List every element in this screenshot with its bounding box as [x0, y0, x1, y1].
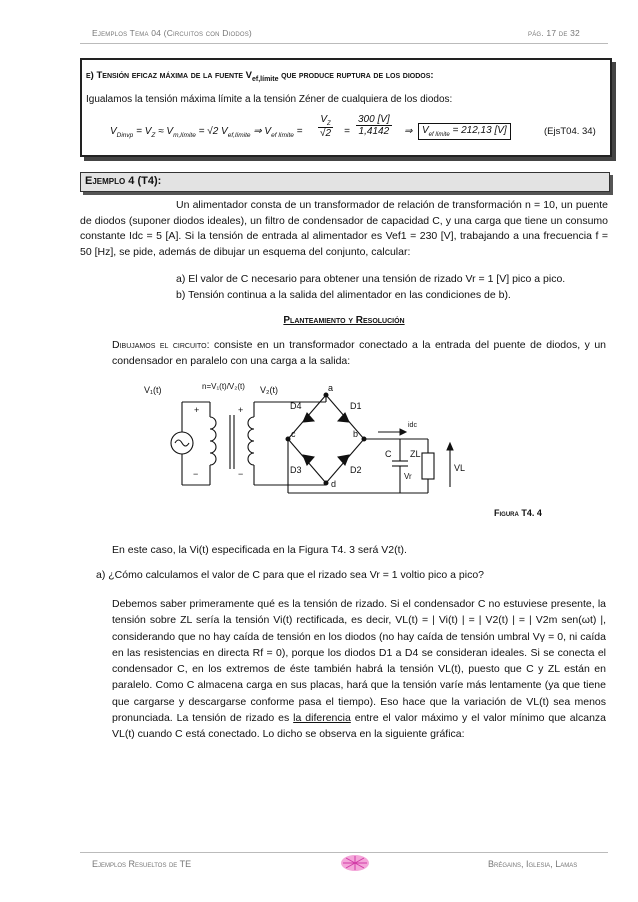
- diode-d3-icon: [303, 455, 314, 465]
- section-title: Planteamiento y Resolución: [283, 315, 405, 326]
- equation-reference: (EjsT04. 34): [544, 126, 596, 137]
- d2-label: D2: [350, 465, 362, 475]
- svg-text:+: +: [238, 405, 244, 415]
- vr-label: Vr: [404, 472, 412, 481]
- vl-label: VL: [454, 463, 466, 473]
- ratio-label: n=V₁(t)/V₂(t): [202, 382, 245, 391]
- primary-coil: [210, 417, 216, 465]
- problem-statement: Un alimentador consta de un transformador de relación de transformación n = 10, un puente de diodos (suponer diodos ideales), un filtro de condensador de capacidad C, y una carga que tiene un consumo constante Idc = 5 [A]. Si la tensión de entrada al alimentador es Vef1 = 230 [V], trabajando a una frecuencia f = 50 [Hz], se pide, además de dibujar un esquema del conjunto, calcular:: [80, 199, 608, 258]
- v1-label: V₁(t): [144, 385, 162, 395]
- footer-logo-icon: [340, 854, 370, 872]
- capacitor-label: C: [385, 449, 392, 459]
- header-left: Ejemplos Tema 04 (Circuitos con Diodos): [92, 28, 252, 38]
- node-c-label: c: [291, 429, 296, 439]
- svg-text:−: −: [193, 469, 199, 479]
- question-b: b) Tensión continua a la salida del alimentador en las condiciones de b).: [176, 289, 511, 301]
- example-title-box: [80, 172, 610, 192]
- footer-left: Ejemplos Resueltos de TE: [92, 859, 192, 869]
- node-b-label: b: [353, 429, 359, 439]
- box-title: e) Tensión eficaz máxima de la fuente $V_{ef,límite}$ que produce ruptura de los diodos:: [86, 70, 434, 83]
- secondary-coil: [248, 417, 254, 465]
- idc-label: idc: [408, 422, 417, 429]
- header-page-number: pág. 17 de 32: [528, 28, 580, 38]
- explanation-paragraph: Debemos saber primeramente qué es la tensión de rizado. Si el condensador C no estuviese presente, la tensión sobre ZL sería la tensión Vi(t) rectificada, es decir, VL(t) = | Vi(t) | = | V2(t) | = | V2m sen(ωt) |, considerando que no hay caída de tensión en los diodos (no hay caída de tensión umbral Vγ = 0, ni caída en las resistencias en directa Rf = 0), porque los diodos D1 a D4 se consideran ideales. Si se conecta el condensador C, en los extremos de éste también habrá la tensión VL(t), puesto que C y ZL están en paralelo. Como C almacena carga en sus placas, hará que la tensión varíe más lentamente (ya que tiene que cargarse y descargarse conforme pasa el tiempo). Eso hace que la variación de VL(t) sea menos pronunciada. La tensión de rizado es la diferencia entre el valor máximo y el valor mínimo que alcanza VL(t) cuando C está conectado. Lo dicho se observa en la siguiente gráfica:: [112, 598, 606, 741]
- result-box: [80, 58, 612, 157]
- box-intro: Igualamos la tensión máxima límite a la tensión Zéner de cualquiera de los diodos:: [86, 94, 453, 105]
- svg-text:−: −: [238, 469, 244, 479]
- node-d-label: d: [331, 479, 337, 489]
- diode-d2-icon: [338, 455, 349, 465]
- svg-text:+: +: [194, 405, 200, 415]
- question-heading: a) ¿Cómo calculamos el valor de C para que el rizado sea Vr = 1 voltio pico a pico?: [96, 569, 485, 581]
- figure-caption: Figura T4. 4: [494, 508, 542, 518]
- example-title: Ejemplo 4 (T4):: [85, 175, 162, 187]
- load-label: ZL: [410, 449, 421, 459]
- v2-label: V₂(t): [260, 385, 278, 395]
- load-impedance: [422, 453, 434, 479]
- case-line: En este caso, la Vi(t) especificada en la Figura T4. 3 será V2(t).: [112, 544, 407, 556]
- footer-divider: [80, 852, 608, 853]
- header-divider: [80, 43, 608, 44]
- d4-label: D4: [290, 401, 302, 411]
- d3-label: D3: [290, 465, 302, 475]
- node-a-label: a: [328, 383, 334, 393]
- rectifier-circuit-diagram: [138, 375, 478, 500]
- footer-right: Brégains, Iglesia, Lamas: [488, 859, 578, 869]
- d1-label: D1: [350, 401, 362, 411]
- diode-d1-icon: [338, 413, 349, 422]
- question-a: a) El valor de C necesario para obtener una tensión de rizado Vr = 1 [V] pico a pico.: [176, 273, 566, 285]
- draw-instruction: Dibujamos el circuito: consiste en un transformador conectado a la entrada del puente de diodos, y un condensador en paralelo con una carga a la salida:: [112, 339, 606, 367]
- zener-equation: $V_{Dinvp} = V_Z \approx V_{m,límite} = √2$ $V_{ef,límite}$ ⇒ $V_{ef límite}$ = $\frac{V_Z}{√2}$ = $\frac{300 [V]}{1,4142}$ ⇒ $V_{ef límite} = 212,13$ [V]: [110, 114, 530, 148]
- diode-d4-icon: [303, 413, 314, 422]
